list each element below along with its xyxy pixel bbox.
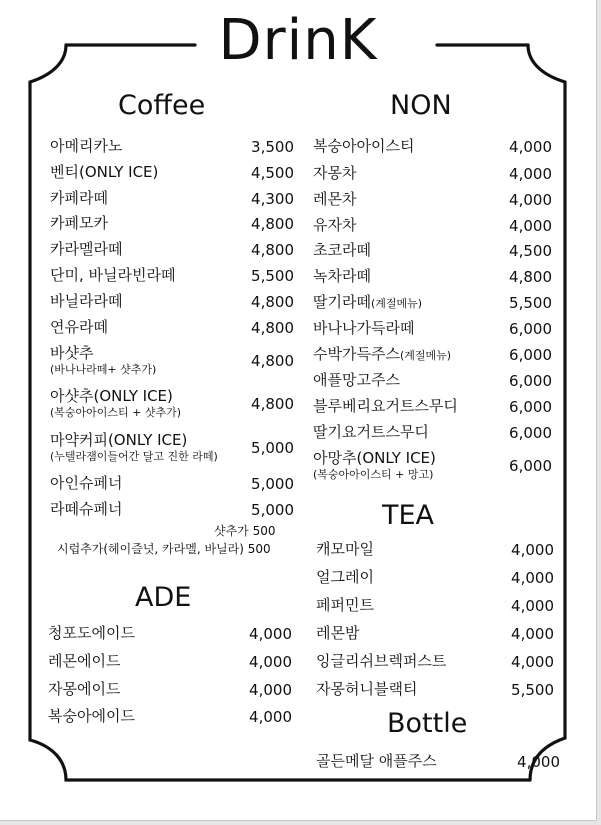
menu-item-price: 6,000 — [509, 320, 552, 338]
menu-item-price: 4,000 — [509, 165, 552, 183]
menu-item-label: 카라멜라떼 — [50, 240, 123, 258]
menu-item-price: 5,000 — [251, 475, 294, 493]
menu-item-label: 캐모마일 — [316, 540, 374, 558]
menu-item-label: 레몬에이드 — [48, 652, 121, 670]
menu-item-tag: (계절메뉴) — [399, 349, 452, 362]
menu-item-price: 6,000 — [509, 457, 552, 475]
shot-add-note: 샷추가 500 — [214, 524, 276, 538]
menu-item-name — [316, 652, 446, 670]
coffee-heading: Coffee — [118, 90, 206, 121]
menu-item-name — [50, 292, 122, 310]
menu-item-price: 4,000 — [511, 569, 554, 587]
menu-item-label: 바나나가득라떼 — [313, 319, 415, 337]
menu-item-label: 자몽에이드 — [48, 680, 121, 698]
menu-item-price: 4,300 — [251, 190, 294, 208]
menu-item-name — [50, 318, 108, 336]
menu-item-name — [313, 319, 414, 337]
menu-item-price: 6,000 — [509, 372, 552, 390]
menu-item-label: 라떼슈페너 — [50, 500, 123, 518]
menu-item-name — [316, 568, 374, 586]
menu-item-label: 블루베리요거트스무디 — [313, 397, 458, 415]
menu-item-tag: (계절메뉴) — [370, 297, 423, 310]
menu-item-name — [316, 596, 374, 614]
non-heading: NON — [390, 90, 452, 121]
menu-item-name — [316, 624, 359, 642]
menu-item-name — [48, 680, 120, 698]
menu-item-name — [50, 431, 187, 449]
menu-item-name — [313, 241, 371, 259]
menu-item-name — [50, 163, 158, 181]
menu-item-price: 5,500 — [511, 681, 554, 699]
menu-item-price: 6,000 — [509, 346, 552, 364]
menu-item-label: 카페라떼 — [50, 189, 108, 207]
menu-item-price: 4,000 — [509, 191, 552, 209]
menu-item-label: 마약커피(ONLY ICE) — [50, 431, 188, 449]
menu-item-name — [50, 240, 122, 258]
menu-item-name — [313, 397, 458, 415]
menu-item-price: 4,000 — [249, 708, 292, 726]
menu-item-label: 딸기라떼 — [313, 293, 371, 311]
menu-item-name — [50, 344, 93, 362]
menu-item-name — [313, 216, 356, 234]
menu-item-price: 3,500 — [251, 138, 294, 156]
menu-item-price: 4,000 — [511, 541, 554, 559]
menu-item-name — [313, 293, 422, 311]
menu-item-price: 4,000 — [511, 653, 554, 671]
menu-item-price: 4,000 — [517, 753, 560, 771]
menu-item-label: 벤티(ONLY ICE) — [50, 163, 159, 181]
menu-item-description: (바나나라떼+ 샷추가) — [50, 363, 157, 376]
menu-item-price: 4,800 — [251, 215, 294, 233]
menu-item-name — [50, 137, 122, 155]
menu-item-price: 4,800 — [251, 352, 294, 370]
menu-item-price: 4,000 — [509, 217, 552, 235]
menu-item-name — [50, 474, 122, 492]
menu-item-price: 6,000 — [509, 398, 552, 416]
menu-item-price: 4,800 — [251, 241, 294, 259]
menu-item-price: 4,500 — [251, 164, 294, 182]
menu-item-label: 자몽차 — [313, 164, 357, 182]
menu-title: DrinK — [218, 8, 378, 73]
menu-item-price: 5,000 — [251, 439, 294, 457]
menu-item-label: 얼그레이 — [316, 568, 374, 586]
bottle-heading: Bottle — [387, 708, 468, 739]
tea-heading: TEA — [382, 500, 435, 531]
menu-item-label: 골든메달 애플주스 — [316, 752, 437, 770]
menu-item-name — [313, 190, 356, 208]
menu-item-name — [313, 449, 436, 467]
menu-item-label: 잉글리쉬브렉퍼스트 — [316, 652, 447, 670]
menu-item-name — [48, 707, 135, 725]
menu-item-name — [313, 164, 356, 182]
menu-item-label: 애플망고주스 — [313, 371, 400, 389]
menu-item-label: 아메리카노 — [50, 137, 123, 155]
menu-item-name — [50, 500, 122, 518]
menu-item-price: 4,000 — [511, 625, 554, 643]
ade-heading: ADE — [135, 582, 192, 613]
menu-item-label: 아샷추(ONLY ICE) — [50, 387, 173, 405]
frame-corner-bottom-left — [30, 740, 530, 780]
menu-item-name — [313, 423, 429, 441]
menu-item-name — [316, 540, 374, 558]
menu-item-label: 유자차 — [313, 216, 357, 234]
menu-item-name — [313, 137, 414, 155]
menu-item-label: 페퍼민트 — [316, 596, 374, 614]
menu-item-name — [50, 266, 175, 284]
menu-item-label: 바샷추 — [50, 344, 94, 362]
menu-item-price: 5,500 — [509, 294, 552, 312]
menu-item-label: 연유라떼 — [50, 318, 108, 336]
menu-item-price: 4,000 — [249, 653, 292, 671]
menu-item-label: 수박가득주스 — [313, 345, 400, 363]
menu-item-label: 딸기요거트스무디 — [313, 423, 429, 441]
menu-item-name — [48, 624, 135, 642]
menu-item-price: 6,000 — [509, 424, 552, 442]
menu-item-price: 4,500 — [509, 242, 552, 260]
menu-item-name — [50, 189, 108, 207]
menu-item-label: 단미, 바닐라빈라떼 — [50, 266, 176, 284]
menu-item-price: 4,800 — [509, 268, 552, 286]
menu-item-label: 카페모카 — [50, 214, 108, 232]
menu-item-price: 4,000 — [509, 138, 552, 156]
menu-item-price: 4,000 — [249, 625, 292, 643]
menu-item-name — [316, 680, 417, 698]
menu-item-label: 아인슈페너 — [50, 474, 123, 492]
menu-item-name — [316, 752, 437, 770]
menu-item-price: 4,800 — [251, 293, 294, 311]
menu-item-name — [48, 652, 120, 670]
menu-item-price: 4,000 — [511, 597, 554, 615]
menu-item-label: 녹차라떼 — [313, 267, 371, 285]
menu-item-label: 아망추(ONLY ICE) — [313, 449, 436, 467]
syrup-add-note: 시럽추가(헤이즐넛, 카라멜, 바닐라) 500 — [57, 542, 271, 556]
menu-item-description: (누텔라잼이들어간 달고 진한 라떼) — [50, 450, 218, 463]
menu-item-label: 복숭아아이스티 — [313, 137, 415, 155]
menu-item-label: 복숭아에이드 — [48, 707, 135, 725]
menu-item-label: 청포도에이드 — [48, 624, 135, 642]
menu-item-name — [313, 371, 400, 389]
menu-item-name — [313, 267, 371, 285]
menu-item-price: 4,800 — [251, 395, 294, 413]
menu-item-label: 레몬차 — [313, 190, 357, 208]
menu-item-price: 4,800 — [251, 319, 294, 337]
menu-item-label: 초코라떼 — [313, 241, 371, 259]
menu-item-name — [313, 345, 451, 363]
menu-item-description: (복숭아아이스티 + 샷추가) — [50, 406, 182, 419]
menu-item-name — [50, 387, 173, 405]
menu-item-label: 레몬밤 — [316, 624, 360, 642]
menu-item-label: 바닐라라떼 — [50, 292, 123, 310]
menu-item-price: 5,000 — [251, 501, 294, 519]
menu-item-label: 자몽허니블랙티 — [316, 680, 418, 698]
menu-item-name — [50, 214, 108, 232]
menu-item-price: 4,000 — [249, 681, 292, 699]
menu-item-price: 5,500 — [251, 267, 294, 285]
menu-item-description: (복숭아아이스티 + 망고) — [313, 468, 434, 481]
